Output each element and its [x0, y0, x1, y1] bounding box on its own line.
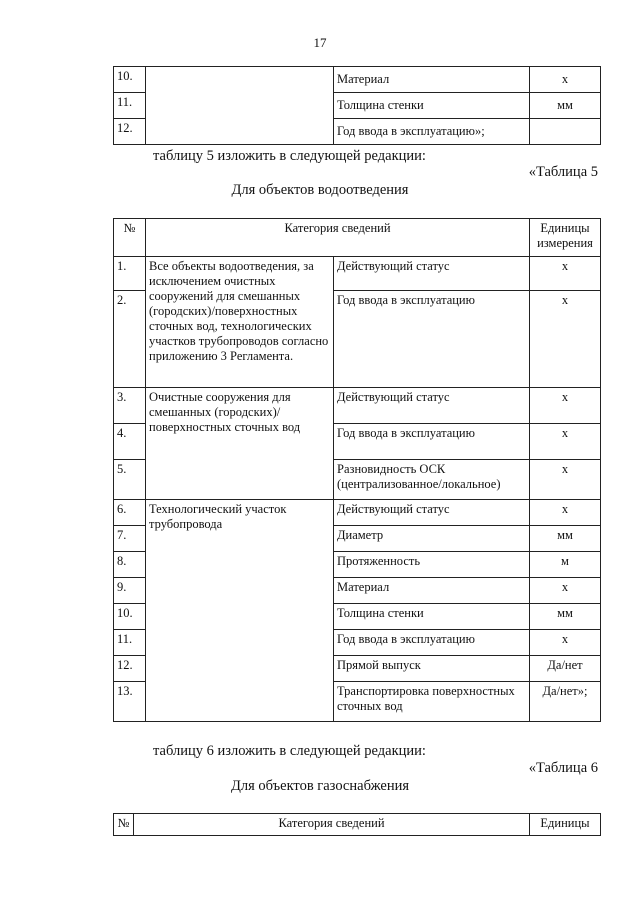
row-number: 3. [114, 388, 146, 424]
table-row [114, 388, 601, 424]
header-category: Категория сведений [134, 814, 530, 836]
unit-cell: х [530, 388, 601, 424]
table5-title: Для объектов водоотведения [231, 182, 409, 198]
unit-cell [530, 119, 601, 145]
attribute-cell: Разновидность ОСК (централизованное/локальное) [334, 460, 530, 500]
unit-cell: х [530, 257, 601, 291]
table-row [114, 500, 601, 526]
attribute-cell: Толщина стенки [334, 93, 530, 119]
row-number: 8. [114, 552, 146, 578]
row-number: 9. [114, 578, 146, 604]
unit-cell: х [530, 424, 601, 460]
unit-cell: м [530, 552, 601, 578]
attribute-cell: Действующий статус [334, 388, 530, 424]
header-category: Категория сведений [146, 219, 530, 257]
category-cell: Технологический участок трубопровода [146, 500, 334, 722]
attribute-cell: Действующий статус [334, 500, 530, 526]
row-number: 2. [114, 291, 146, 388]
attribute-cell: Толщина стенки [334, 604, 530, 630]
unit-cell: мм [530, 526, 601, 552]
page-number: 17 [313, 35, 327, 50]
table5-label: «Таблица 5 [528, 164, 598, 180]
unit-cell: х [530, 578, 601, 604]
row-number: 10. [114, 67, 146, 93]
attribute-cell: Материал [334, 578, 530, 604]
unit-cell: Да/нет [530, 656, 601, 682]
unit-cell: х [530, 67, 601, 93]
unit-cell: х [530, 460, 601, 500]
header-number: № [114, 814, 134, 836]
attribute-cell: Год ввода в эксплуатацию»; [334, 119, 530, 145]
row-number: 7. [114, 526, 146, 552]
row-number: 12. [114, 656, 146, 682]
attribute-cell: Год ввода в эксплуатацию [334, 424, 530, 460]
row-number: 12. [114, 119, 146, 145]
row-number: 4. [114, 424, 146, 460]
category-cell: Очистные сооружения для смешанных (городских)/поверхностных сточных вод [146, 388, 334, 500]
table-prev [113, 66, 601, 145]
attribute-cell: Протяженность [334, 552, 530, 578]
header-unit: Единицы измерения [530, 219, 601, 257]
category-cell [146, 67, 334, 145]
row-number: 1. [114, 257, 146, 291]
header-number: № [114, 219, 146, 257]
unit-cell: х [530, 291, 601, 388]
table6 [113, 813, 601, 836]
attribute-cell: Год ввода в эксплуатацию [334, 630, 530, 656]
unit-cell: х [530, 500, 601, 526]
table6-label: «Таблица 6 [528, 760, 598, 776]
row-number: 10. [114, 604, 146, 630]
unit-cell: мм [530, 604, 601, 630]
attribute-cell: Диаметр [334, 526, 530, 552]
table-row [114, 67, 601, 93]
attribute-cell: Год ввода в эксплуатацию [334, 291, 530, 388]
category-cell: Все объекты водоотведения, за исключением очистных сооружений для смешанных (городских)/поверхностных сточных вод, технологических участков трубопроводов согласно приложению 3 Регламента. [146, 257, 334, 388]
paragraph-table5: таблицу 5 изложить в следующей редакции: [153, 148, 426, 164]
row-number: 6. [114, 500, 146, 526]
unit-cell: х [530, 630, 601, 656]
row-number: 11. [114, 93, 146, 119]
table5 [113, 218, 601, 722]
attribute-cell: Материал [334, 67, 530, 93]
header-unit: Единицы [530, 814, 601, 836]
attribute-cell: Прямой выпуск [334, 656, 530, 682]
attribute-cell: Транспортировка поверхностных сточных вод [334, 682, 530, 722]
attribute-cell: Действующий статус [334, 257, 530, 291]
row-number: 11. [114, 630, 146, 656]
row-number: 5. [114, 460, 146, 500]
paragraph-table6: таблицу 6 изложить в следующей редакции: [153, 743, 426, 759]
table-header-row [114, 219, 601, 257]
unit-cell: Да/нет»; [530, 682, 601, 722]
table6-title: Для объектов газоснабжения [230, 778, 410, 794]
row-number: 13. [114, 682, 146, 722]
unit-cell: мм [530, 93, 601, 119]
table-row [114, 257, 601, 291]
table-header-row [114, 814, 601, 836]
